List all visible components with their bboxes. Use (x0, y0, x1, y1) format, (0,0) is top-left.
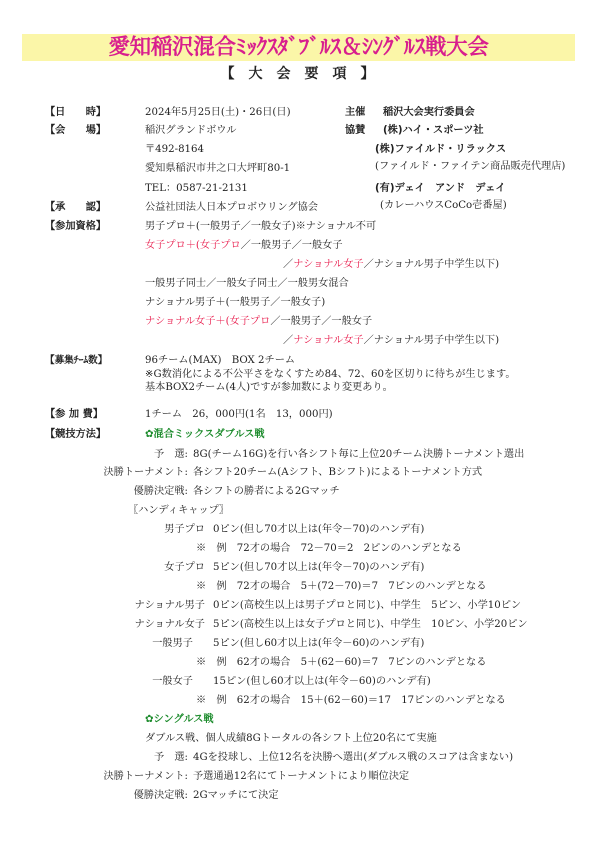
hc-2-label: 女子プロ (164, 562, 205, 573)
recruit-line-3: 基本BOX2チーム(4人)ですが参加数により変更あり。 (145, 382, 393, 393)
label-approval: 【承 認】 (45, 202, 107, 213)
hc-2-example: ※ 例 72才の場合 5＋(72－70)＝7 7ピンのハンデとなる (196, 581, 487, 592)
elig-line-6-rest: ／一般男子／一般女子 (270, 316, 373, 327)
hc-4-text: 5ピン(高校生以上は女子プロと同じ)、中学生 10ピン、小学20ピン (213, 619, 528, 630)
venue-address: 愛知県稲沢市井之口大坪町80-1 (145, 163, 291, 174)
singles-round-2-label: 決勝トーナメント: (103, 771, 188, 782)
venue-tel: TEL：0587-21-2131 (145, 183, 248, 194)
mixed-round-1-text: 8G(チーム16G)を行い各シフト毎に上位20チーム決勝トーナメント選出 (193, 449, 525, 460)
hc-1-label: 男子プロ (164, 524, 205, 535)
hc-6-example: ※ 例 62才の場合 15＋(62－60)＝17 17ピンのハンデとなる (196, 695, 506, 706)
hc-4-label: ナショナル女子 (134, 619, 205, 630)
label-method: 【競技方法】 (45, 429, 107, 440)
handicap-title: 〖ハンディキャップ〗 (128, 505, 230, 516)
host-label: 主催 (345, 107, 366, 118)
hc-6-label: 一般女子 (152, 676, 193, 687)
support-2-note: (ファイルド・ファイテン商品販売代理店) (375, 161, 566, 172)
venue-zip: 〒492-8164 (145, 144, 205, 155)
elig-line-3-red: ナショナル女子 (293, 259, 364, 270)
singles-intro: ダブルス戦、個人成績8Gトータルの各シフト上位20名にて実施 (145, 733, 437, 744)
elig-line-7-red: ナショナル女子 (293, 335, 364, 346)
label-eligibility: 【参加資格】 (45, 221, 107, 232)
support-label: 協賛 (345, 125, 366, 136)
date-value: 2024年5月25日(土)・26日(日) (145, 107, 291, 118)
elig-line-5: ナショナル男子＋(一般男子／一般女子) (145, 297, 326, 308)
hc-3-text: 0ピン(高校生以上は男子プロと同じ)、中学生 5ピン、小学10ピン (213, 600, 522, 611)
elig-line-4: 一般男子同士／一般女子同士／一般男女混合 (145, 278, 349, 289)
elig-line-6 (145, 315, 372, 328)
label-venue: 【会 場】 (45, 125, 107, 136)
mixed-round-2-text: 各シフト20チーム(Aシフト、Bシフト)によるトーナメント方式 (193, 467, 483, 478)
hc-1-example: ※ 例 72才の場合 72－70＝2 2ピンのハンデとなる (196, 543, 462, 554)
page-title: 愛知稲沢混合ﾐｯｸｽﾀﾞﾌﾞﾙｽ＆ｼﾝｸﾞﾙｽ戦大会 (108, 35, 489, 60)
hc-1-text: 0ピン(但し70才以上は(年令－70)のハンデ有) (213, 524, 425, 535)
mixed-round-3-label: 優勝決定戦: (133, 486, 188, 497)
support-3: (有)デェイ アンド デェイ (375, 183, 506, 194)
singles-round-3-label: 優勝決定戦: (133, 790, 188, 801)
support-2: (株)ファイルド・リラックス (375, 144, 507, 155)
elig-line-2-rest: ／一般男子／一般女子 (240, 240, 343, 251)
elig-line-7 (283, 334, 499, 347)
hc-5-label: 一般男子 (152, 638, 193, 649)
fee-value: 1チーム 26，000円(1名 13，000円) (145, 409, 333, 420)
label-recruit: 【募集ﾁｰﾑ数】 (45, 355, 108, 366)
hc-2-text: 5ピン(但し70才以上は(年令－70)のハンデ有) (213, 562, 425, 573)
elig-line-3-slash: ／ (283, 259, 294, 270)
host-value: 稲沢大会実行委員会 (383, 107, 475, 118)
recruit-line-1: 96チーム(MAX) BOX 2チーム (145, 355, 296, 366)
label-date: 【日 時】 (45, 107, 107, 118)
elig-line-7-rest: ／ナショナル男子中学生以下) (363, 335, 500, 346)
elig-line-7-slash: ／ (283, 335, 294, 346)
mixed-heading: ✿混合ミックスダブルス戦 (145, 429, 265, 440)
elig-line-3 (283, 258, 499, 271)
venue-name: 稲沢グランドボウル (145, 125, 237, 136)
elig-line-2-red: 女子プロ＋(女子プロ (145, 240, 241, 251)
support-3-note: (カレーハウスCoCo壱番屋) (380, 200, 507, 211)
page-subtitle: 【 大 会 要 項 】 (220, 66, 375, 82)
elig-line-6-red: ナショナル女子＋(女子プロ (145, 316, 271, 327)
elig-line-2 (145, 239, 343, 252)
mixed-round-2-label: 決勝トーナメント: (103, 467, 188, 478)
singles-heading: ✿シングルス戦 (145, 714, 214, 725)
hc-3-label: ナショナル男子 (134, 600, 205, 611)
singles-round-3-text: 2Gマッチにて決定 (193, 790, 279, 801)
singles-round-1-text: 4Gを投球し、上位12名を決勝へ選出(ダブルス戦のスコアは含まない) (193, 752, 514, 763)
hc-5-example: ※ 例 62才の場合 5＋(62－60)＝7 7ピンのハンデとなる (196, 657, 487, 668)
approval-value: 公益社団法人日本プロボウリング協会 (145, 202, 318, 213)
elig-line-3-rest: ／ナショナル男子中学生以下) (363, 259, 500, 270)
elig-line-1: 男子プロ＋(一般男子／一般女子)※ナショナル不可 (145, 221, 377, 232)
singles-round-2-text: 予選通過12名にてトーナメントにより順位決定 (193, 771, 410, 782)
hc-6-text: 15ピン(但し60才以上は(年令－60)のハンデ有) (213, 676, 431, 687)
recruit-line-2: ※G数消化による不公平さをなくすため84、72、60を区切りに待ちが生じます。 (145, 369, 516, 380)
mixed-round-1-label: 予 選: (154, 449, 188, 460)
label-fee: 【参 加 費】 (45, 409, 104, 420)
singles-round-1-label: 予 選: (154, 752, 188, 763)
mixed-round-3-text: 各シフトの勝者による2Gマッチ (193, 486, 340, 497)
hc-5-text: 5ピン(但し60才以上は(年令－60)のハンデ有) (213, 638, 425, 649)
support-1: (株)ハイ・スポーツ社 (383, 125, 484, 136)
